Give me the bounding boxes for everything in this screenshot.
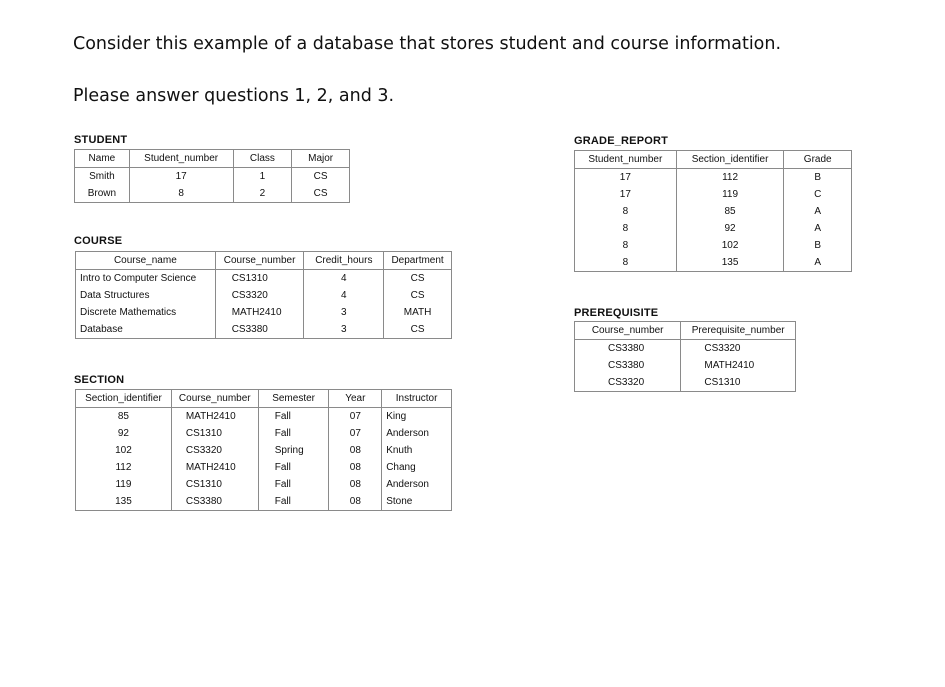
table-row [75,185,350,203]
table-cell: CS3320 [215,287,304,304]
table-cell: 3 [304,321,384,339]
table-cell: 135 [676,254,784,272]
table-cell: 4 [304,287,384,304]
column-header: Course_number [171,390,258,408]
table-cell: B [784,169,852,187]
table-cell: CS [292,168,350,186]
table-cell: B [784,237,852,254]
table-cell: 07 [329,408,382,426]
table-row [575,357,796,374]
table-header-row [75,150,350,168]
table-row [76,425,452,442]
table-cell: Database [76,321,216,339]
table-row [575,169,852,187]
column-header: Course_name [76,252,216,270]
table-cell: Spring [258,442,329,459]
table-cell: CS [384,287,452,304]
table-cell: Fall [258,476,329,493]
table-cell: 4 [304,270,384,288]
table-row [575,237,852,254]
intro-line-1: Consider this example of a database that stores student and course information. [73,34,782,54]
table-cell: Fall [258,459,329,476]
table-cell: Anderson [382,425,452,442]
table-row [76,287,452,304]
table-row [76,304,452,321]
table-cell: Chang [382,459,452,476]
column-header: Instructor [382,390,452,408]
section-table [75,389,452,511]
table-cell: CS3320 [171,442,258,459]
intro-line-2: Please answer questions 1, 2, and 3. [73,86,395,106]
table-cell: 2 [233,185,292,203]
table-cell: CS3380 [171,493,258,511]
table-cell: 8 [575,237,677,254]
column-header: Year [329,390,382,408]
column-header: Grade [784,151,852,169]
prerequisite-table [574,321,796,392]
table-cell: 8 [575,254,677,272]
table-row [575,254,852,272]
table-row [76,476,452,493]
table-cell: Stone [382,493,452,511]
table-cell: CS [292,185,350,203]
table-cell: CS1310 [171,425,258,442]
table-row [575,203,852,220]
table-cell: CS1310 [681,374,796,392]
table-cell: CS3380 [575,357,681,374]
table-row [75,168,350,186]
table-cell: Intro to Computer Science [76,270,216,288]
table-cell: 1 [233,168,292,186]
table-cell: 119 [676,186,784,203]
table-cell: 92 [76,425,172,442]
table-row [76,442,452,459]
table-cell: 3 [304,304,384,321]
table-cell: Anderson [382,476,452,493]
table-cell: 85 [676,203,784,220]
table-cell: 112 [76,459,172,476]
course-table-title: COURSE [74,235,123,247]
table-cell: Fall [258,425,329,442]
table-cell: Data Structures [76,287,216,304]
column-header: Major [292,150,350,168]
table-cell: CS1310 [215,270,304,288]
column-header: Student_number [575,151,677,169]
table-cell: CS3380 [575,340,681,358]
table-cell: 102 [676,237,784,254]
table-cell: CS [384,321,452,339]
table-header-row [575,322,796,340]
table-cell: 08 [329,476,382,493]
column-header: Section_identifier [76,390,172,408]
table-cell: Smith [75,168,130,186]
table-cell: 08 [329,459,382,476]
table-cell: King [382,408,452,426]
table-cell: Fall [258,493,329,511]
column-header: Course_number [575,322,681,340]
table-cell: MATH2410 [681,357,796,374]
table-cell: CS [384,270,452,288]
table-cell: A [784,220,852,237]
table-row [575,374,796,392]
grade-report-table [574,150,852,272]
student-table [74,149,350,203]
table-cell: MATH2410 [171,408,258,426]
table-cell: MATH [384,304,452,321]
column-header: Name [75,150,130,168]
table-header-row [575,151,852,169]
table-cell: CS1310 [171,476,258,493]
table-cell: CS3320 [575,374,681,392]
table-cell: 08 [329,493,382,511]
table-cell: 102 [76,442,172,459]
table-cell: 08 [329,442,382,459]
column-header: Credit_hours [304,252,384,270]
table-header-row [76,252,452,270]
table-cell: A [784,203,852,220]
table-cell: A [784,254,852,272]
table-cell: 8 [575,220,677,237]
student-table-title: STUDENT [74,134,128,146]
column-header: Prerequisite_number [681,322,796,340]
table-cell: 17 [129,168,233,186]
column-header: Department [384,252,452,270]
table-cell: 119 [76,476,172,493]
table-cell: Brown [75,185,130,203]
table-cell: Fall [258,408,329,426]
section-table-title: SECTION [74,374,125,386]
table-cell: 07 [329,425,382,442]
table-cell: 17 [575,169,677,187]
table-cell: C [784,186,852,203]
table-cell: Knuth [382,442,452,459]
table-cell: CS3320 [681,340,796,358]
table-header-row [76,390,452,408]
table-cell: CS3380 [215,321,304,339]
table-cell: MATH2410 [215,304,304,321]
table-cell: MATH2410 [171,459,258,476]
table-cell: Discrete Mathematics [76,304,216,321]
course-table [75,251,452,339]
table-row [76,493,452,511]
table-cell: 8 [575,203,677,220]
grade-report-table-title: GRADE_REPORT [574,135,669,147]
column-header: Class [233,150,292,168]
table-cell: 135 [76,493,172,511]
table-row [575,220,852,237]
table-row [575,340,796,358]
table-cell: 8 [129,185,233,203]
table-row [76,321,452,339]
table-row [76,459,452,476]
table-row [76,408,452,426]
column-header: Section_identifier [676,151,784,169]
table-cell: 92 [676,220,784,237]
table-cell: 85 [76,408,172,426]
column-header: Student_number [129,150,233,168]
table-row [575,186,852,203]
table-cell: 17 [575,186,677,203]
table-cell: 112 [676,169,784,187]
column-header: Semester [258,390,329,408]
table-row [76,270,452,288]
prerequisite-table-title: PREREQUISITE [574,307,659,319]
column-header: Course_number [215,252,304,270]
